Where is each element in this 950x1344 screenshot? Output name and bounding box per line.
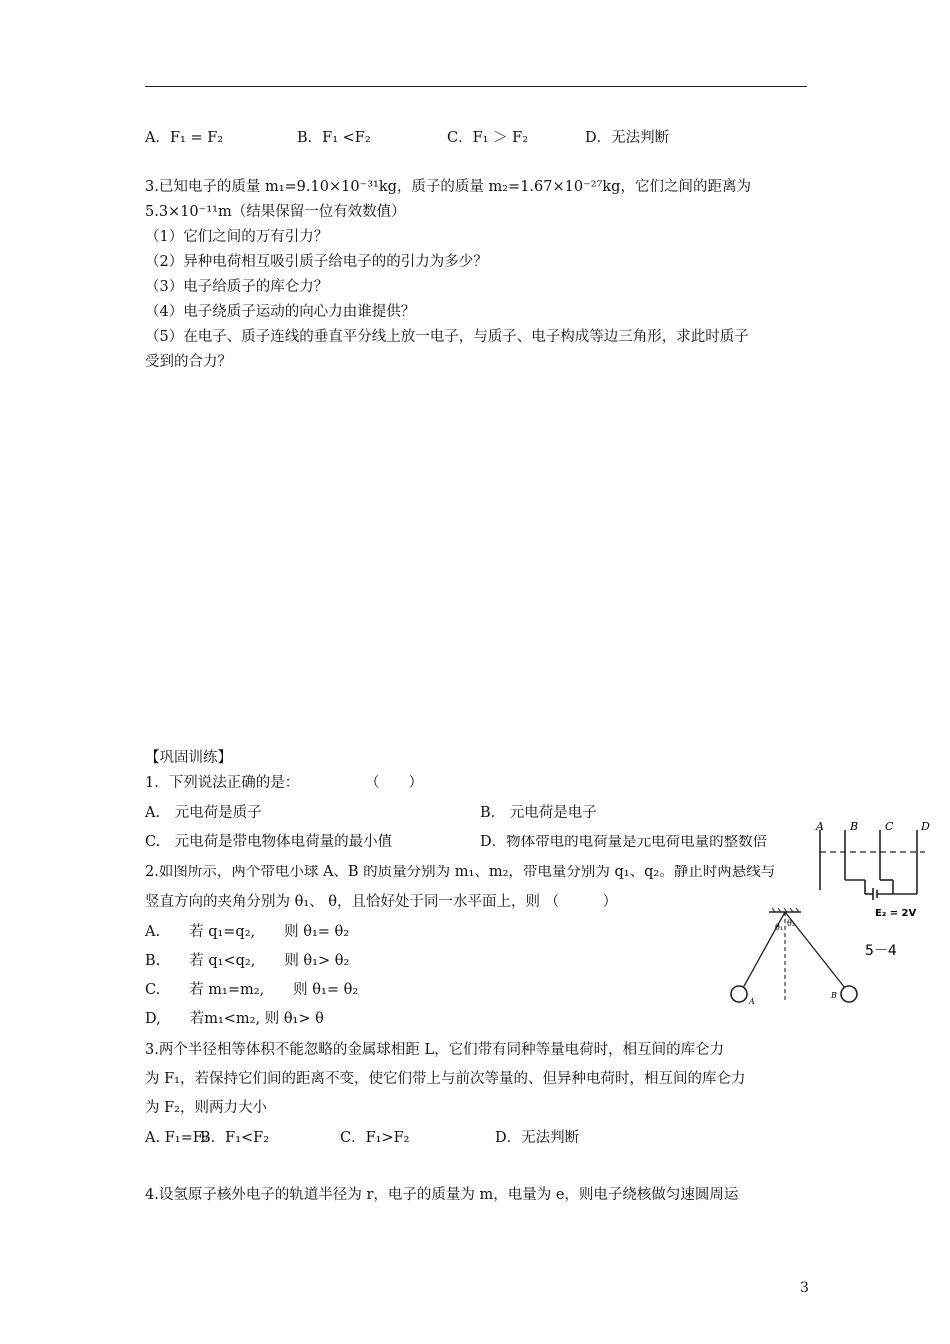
p1-option-d: D．物体带电的电荷量是元电荷电量的整数倍 — [480, 835, 768, 850]
q3-line1: 3.已知电子的质量 m₁=9.10×10⁻³¹kg，质子的质量 m₂=1.67×10⁻²⁷kg，它们之间的距离为 — [145, 179, 751, 195]
figure-diagram — [725, 818, 950, 1018]
p3-line1: 3.两个半径相等体积不能忽略的金属球相距 L，它们带有同种等量电荷时，相互间的库仑力 — [145, 1042, 725, 1058]
option-a: A．F₁ = F₂ — [145, 130, 224, 146]
p4-line1: 4.设氢原子核外电子的轨道半径为 r，电子的质量为 m，电量为 e，则电子绕核做匀速圆周运 — [145, 1187, 739, 1203]
plates-figure — [820, 830, 925, 900]
p2-line2: 竖直方向的夹角分别为 θ₁、 θ，且恰好处于同一水平面上，则 （ ） — [145, 894, 618, 910]
p1-option-a: A. 元电荷是质子 — [145, 805, 262, 821]
p2-option-d: D, 若m₁<m₂, 则 θ₁> θ — [145, 1011, 324, 1027]
theta1-label: θ₁ — [775, 923, 784, 932]
p3-option-b: B．F₁<F₂ — [200, 1130, 270, 1146]
plate-d-label: D — [921, 820, 930, 833]
q3-sub5: （5）在电子、质子连线的垂直平分线上放一电子，与质子、电子构成等边三角形，求此时质子 — [145, 329, 749, 345]
q3-sub4: （4）电子绕质子运动的向心力由谁提供？ — [145, 304, 416, 320]
p2-option-a: A. 若 q₁=q₂, 则 θ₁= θ₂ — [145, 924, 350, 940]
plate-a-label: A — [816, 820, 824, 833]
q3-sub3: （3）电子给质子的库仑力？ — [145, 279, 329, 295]
p3-line3: 为 F₂，则两力大小 — [145, 1100, 267, 1116]
p1-paren: （ ） — [365, 775, 423, 791]
option-b: B．F₁ <F₂ — [297, 130, 371, 146]
q3-sub2: （2）异种电荷相互吸引质子给电子的的引力为多少？ — [145, 254, 488, 270]
battery-label: E₂ = 2V — [875, 908, 917, 919]
header-rule — [145, 86, 807, 87]
section-title: 【巩固训练】 — [145, 750, 232, 766]
q3-sub1: （1）它们之间的万有引力？ — [145, 229, 329, 245]
p2-line1: 2.如图所示，两个带电小球 A、B 的质量分别为 m₁、m₂，带电量分别为 q₁、q₂。静止时两悬线与 — [145, 865, 776, 880]
ball-a-label: A — [749, 997, 755, 1006]
ball-b-label: B — [831, 991, 837, 1000]
page-number: 3 — [800, 1280, 809, 1296]
option-c: C．F₁ ＞ F₂ — [447, 130, 529, 146]
plate-b-label: B — [850, 820, 859, 833]
p1-option-b: B. 元电荷是电子 — [480, 805, 597, 821]
option-d: D．无法判断 — [585, 130, 670, 146]
p2-option-c: C. 若 m₁=m₂, 则 θ₁= θ₂ — [145, 982, 359, 998]
p1-stem: 1．下列说法正确的是： — [145, 775, 300, 791]
figure-number: 5－4 — [865, 943, 897, 959]
q3-line2: 5.3×10⁻¹¹m（结果保留一位有效数值） — [145, 204, 406, 220]
p1-option-c: C. 元电荷是带电物体电荷量的最小值 — [145, 834, 393, 850]
plate-c-label: C — [885, 820, 894, 833]
theta2-label: θ₂ — [787, 919, 796, 928]
p3-line2: 为 F₁，若保持它们间的距离不变，使它们带上与前次等量的、但异种电荷时，相互间的库仑力 — [145, 1071, 746, 1087]
p3-option-a: A. F₁=F₂ — [145, 1130, 209, 1146]
p3-option-c: C．F₁>F₂ — [340, 1130, 410, 1146]
p2-option-b: B. 若 q₁<q₂, 则 θ₁> θ₂ — [145, 953, 350, 969]
p3-option-d: D．无法判断 — [495, 1130, 580, 1146]
q3-sub5b: 受到的合力？ — [145, 354, 232, 370]
